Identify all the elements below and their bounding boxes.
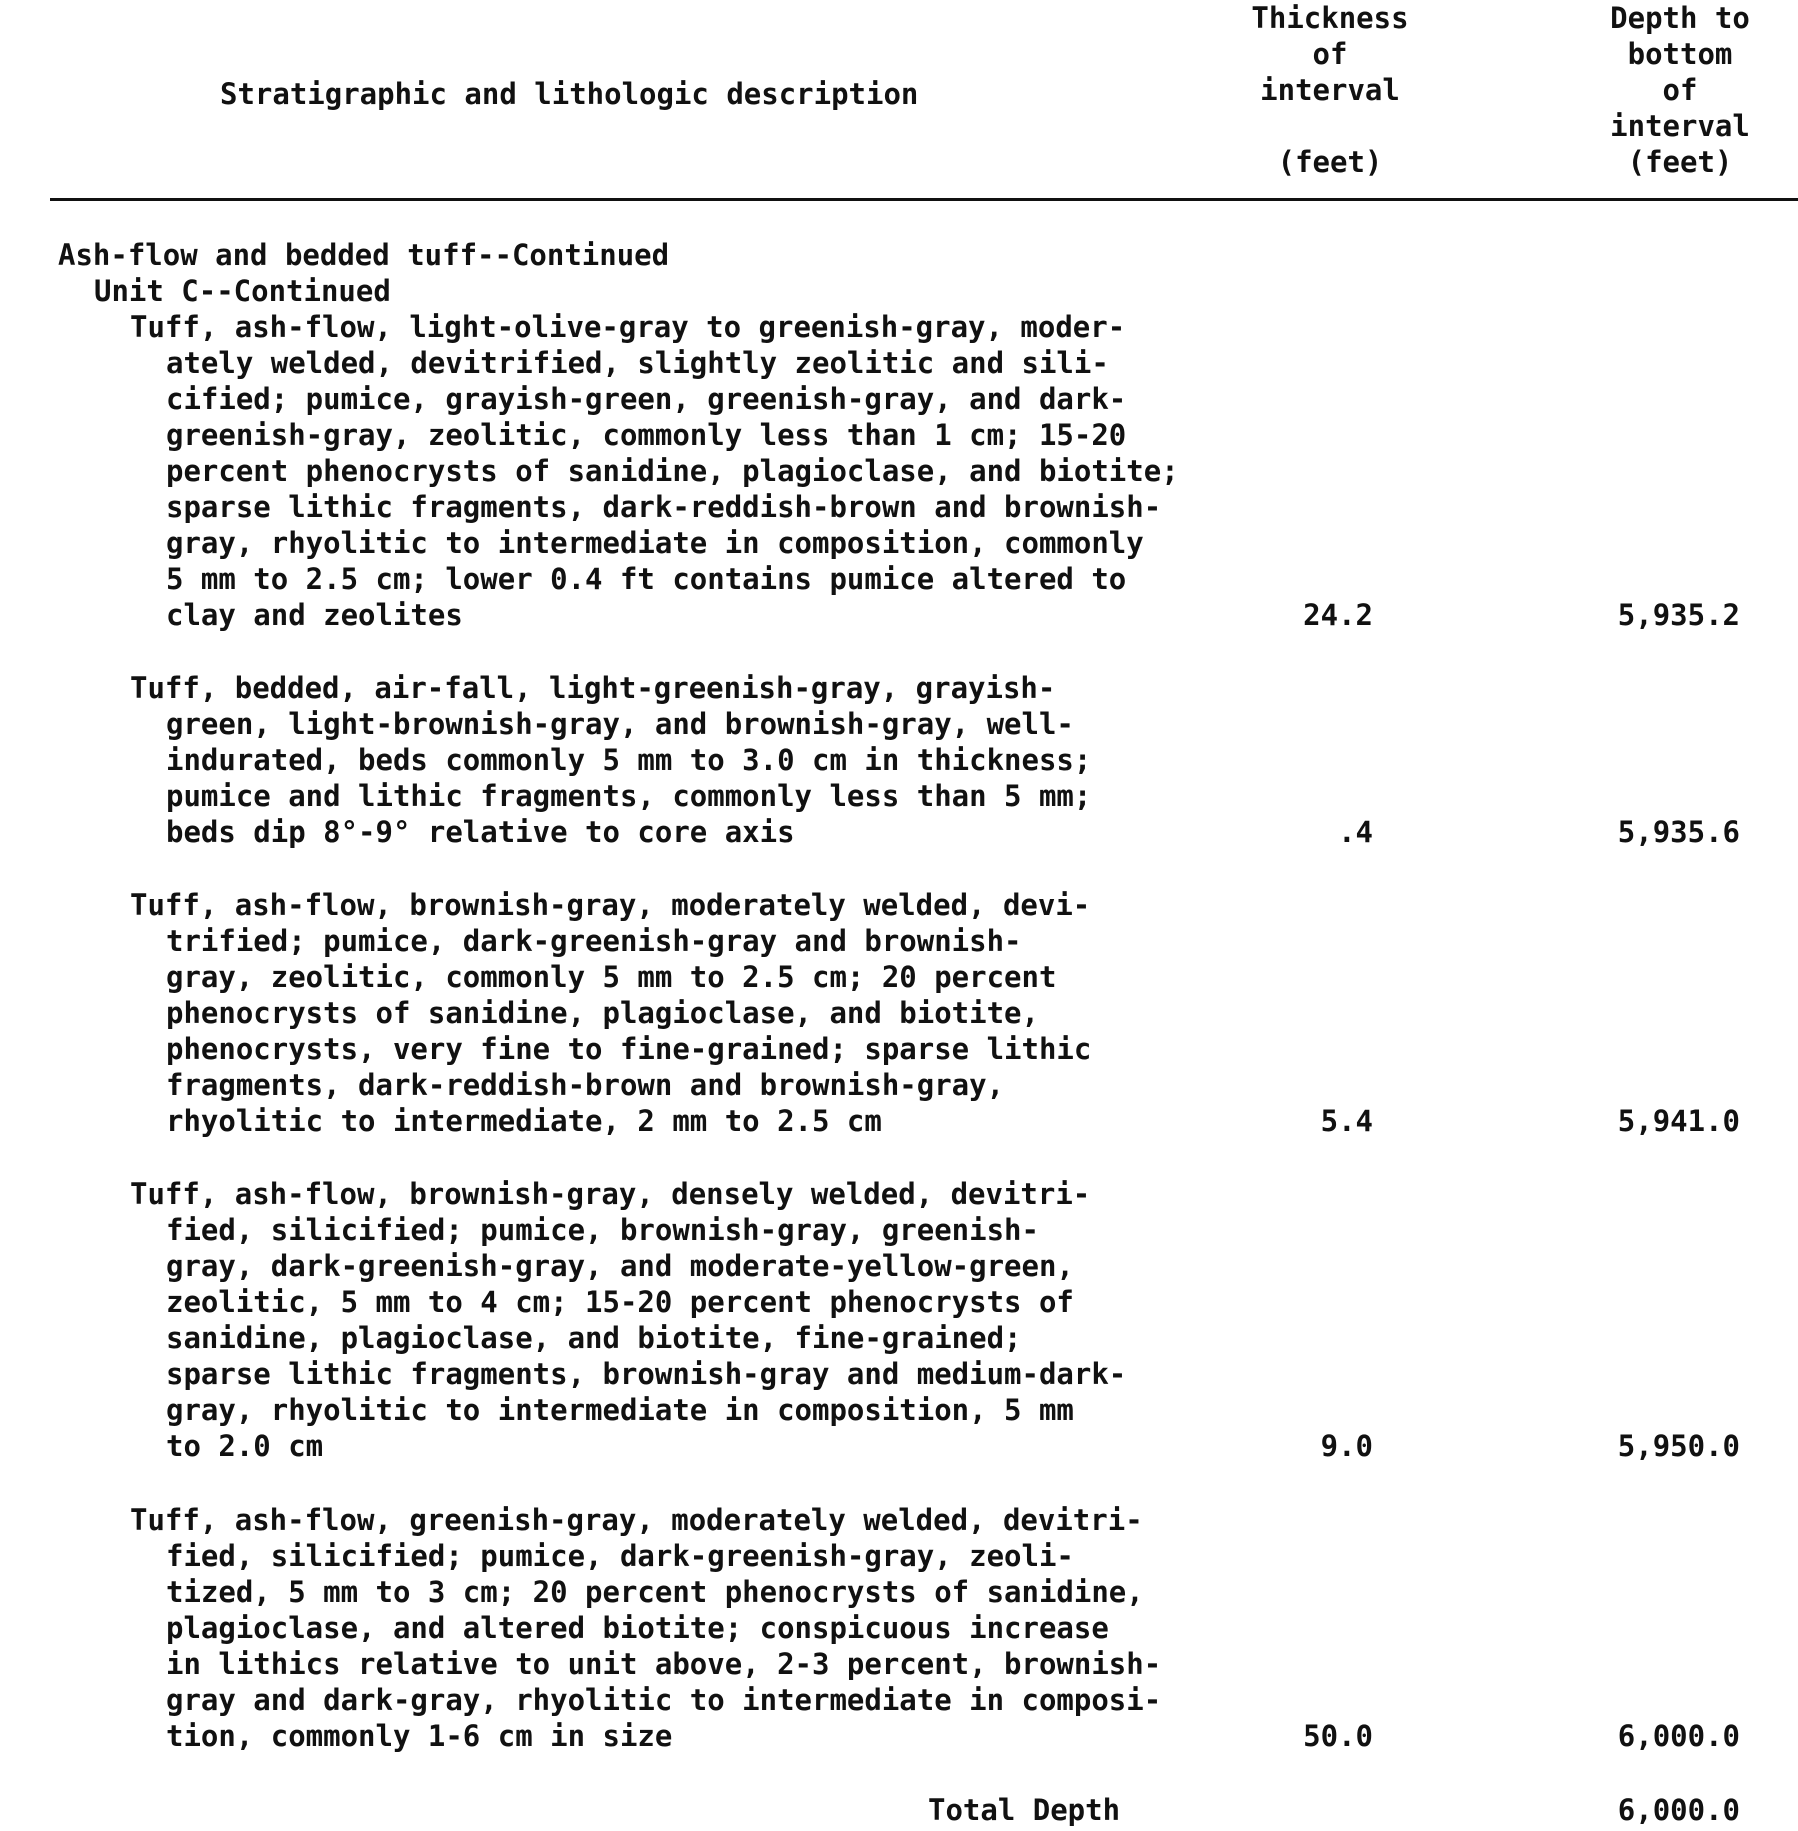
header-thickness-line: interval: [1260, 73, 1400, 107]
section-heading: Ash-flow and bedded tuff--Continued: [58, 238, 670, 272]
entry-line: plagioclase, and altered biotite; conspicuous increase: [166, 1611, 1109, 1645]
header-thickness-line: of: [1312, 37, 1348, 71]
entry-line: green, light-brownish-gray, and brownish-gray, well-: [166, 707, 1074, 741]
entry-line: zeolitic, 5 mm to 4 cm; 15-20 percent phenocrysts of: [166, 1285, 1074, 1319]
entry-line: Tuff, ash-flow, brownish-gray, densely welded, devitri-: [130, 1177, 1091, 1211]
header-depth-line: Depth to: [1610, 1, 1750, 35]
entry-line: tized, 5 mm to 3 cm; 20 percent phenocrysts of sanidine,: [166, 1575, 1144, 1609]
entry-line: fied, silicified; pumice, brownish-gray, greenish-: [166, 1213, 1039, 1247]
description-entry: [130, 1502, 1230, 1754]
entry-line: tion, commonly 1-6 cm in size: [166, 1719, 673, 1753]
entry-line: greenish-gray, zeolitic, commonly less than 1 cm; 15-20: [166, 418, 1127, 452]
header-thickness: [1220, 0, 1440, 180]
entry-line: Tuff, bedded, air-fall, light-greenish-gray, grayish-: [130, 671, 1056, 705]
header-description: Stratigraphic and lithologic description: [220, 77, 919, 111]
entry-line: beds dip 8°-9° relative to core axis: [166, 815, 795, 849]
thickness-value: 5.4: [1320, 1104, 1373, 1138]
description-entry: [130, 887, 1230, 1139]
header-thickness-line: [1220, 108, 1440, 144]
header-depth-line: (feet): [1627, 145, 1733, 179]
depth-value: 6,000.0: [1617, 1719, 1740, 1753]
description-entry: [130, 670, 1230, 850]
thickness-value: 9.0: [1320, 1429, 1373, 1463]
entry-line: 5 mm to 2.5 cm; lower 0.4 ft contains pumice altered to: [166, 562, 1127, 596]
entry-line: cified; pumice, grayish-green, greenish-gray, and dark-: [166, 382, 1127, 416]
entry-line: gray, rhyolitic to intermediate in composition, 5 mm: [166, 1393, 1074, 1427]
entry-line: Tuff, ash-flow, brownish-gray, moderately welded, devi-: [130, 888, 1091, 922]
entry-line: sanidine, plagioclase, and biotite, fine-grained;: [166, 1321, 1022, 1355]
entry-line: fied, silicified; pumice, dark-greenish-gray, zeoli-: [166, 1539, 1074, 1573]
depth-value: 5,941.0: [1617, 1104, 1740, 1138]
entry-line: gray and dark-gray, rhyolitic to intermediate in composi-: [166, 1683, 1162, 1717]
entry-line: phenocrysts, very fine to fine-grained; sparse lithic: [166, 1032, 1092, 1066]
header-depth-line: interval: [1610, 109, 1750, 143]
description-entry: [130, 309, 1230, 633]
entry-line: phenocrysts of sanidine, plagioclase, and biotite,: [166, 996, 1039, 1030]
entry-line: sparse lithic fragments, dark-reddish-brown and brownish-: [166, 490, 1162, 524]
entry-line: clay and zeolites: [166, 598, 463, 632]
thickness-value: 50.0: [1303, 1719, 1373, 1753]
depth-value: 5,935.6: [1617, 815, 1740, 849]
entry-line: in lithics relative to unit above, 2-3 percent, brownish-: [166, 1647, 1162, 1681]
entry-line: to 2.0 cm: [166, 1429, 324, 1463]
description-entry: [130, 1176, 1230, 1464]
entry-line: sparse lithic fragments, brownish-gray and medium-dark-: [166, 1357, 1127, 1391]
section-subheading: Unit C--Continued: [94, 274, 391, 308]
entry-line: indurated, beds commonly 5 mm to 3.0 cm in thickness;: [166, 743, 1092, 777]
entry-line: gray, dark-greenish-gray, and moderate-yellow-green,: [166, 1249, 1074, 1283]
entry-line: gray, zeolitic, commonly 5 mm to 2.5 cm; 20 percent: [166, 960, 1057, 994]
entry-line: Tuff, ash-flow, greenish-gray, moderately welded, devitri-: [130, 1503, 1143, 1537]
total-depth-label: Total Depth: [928, 1793, 1121, 1827]
entry-line: pumice and lithic fragments, commonly less than 5 mm;: [166, 779, 1092, 813]
depth-value: 5,935.2: [1617, 598, 1740, 632]
entry-line: trified; pumice, dark-greenish-gray and brownish-: [166, 924, 1022, 958]
header-thickness-line: (feet): [1277, 145, 1383, 179]
entry-line: rhyolitic to intermediate, 2 mm to 2.5 cm: [166, 1104, 882, 1138]
entry-line: ately welded, devitrified, slightly zeolitic and sili-: [166, 346, 1109, 380]
header-depth-line: of: [1662, 73, 1698, 107]
entry-line: gray, rhyolitic to intermediate in composition, commonly: [166, 526, 1144, 560]
entry-line: fragments, dark-reddish-brown and brownish-gray,: [166, 1068, 1005, 1102]
header-thickness-line: Thickness: [1251, 1, 1409, 35]
total-depth-value: 6,000.0: [1617, 1793, 1740, 1827]
thickness-value: .4: [1338, 815, 1373, 849]
entry-line: percent phenocrysts of sanidine, plagioclase, and biotite;: [166, 454, 1179, 488]
depth-value: 5,950.0: [1617, 1429, 1740, 1463]
entry-line: Tuff, ash-flow, light-olive-gray to greenish-gray, moder-: [130, 310, 1126, 344]
header-depth-line: bottom: [1627, 37, 1733, 71]
header-depth: [1570, 0, 1790, 180]
header-rule: [50, 198, 1798, 201]
thickness-value: 24.2: [1303, 598, 1373, 632]
